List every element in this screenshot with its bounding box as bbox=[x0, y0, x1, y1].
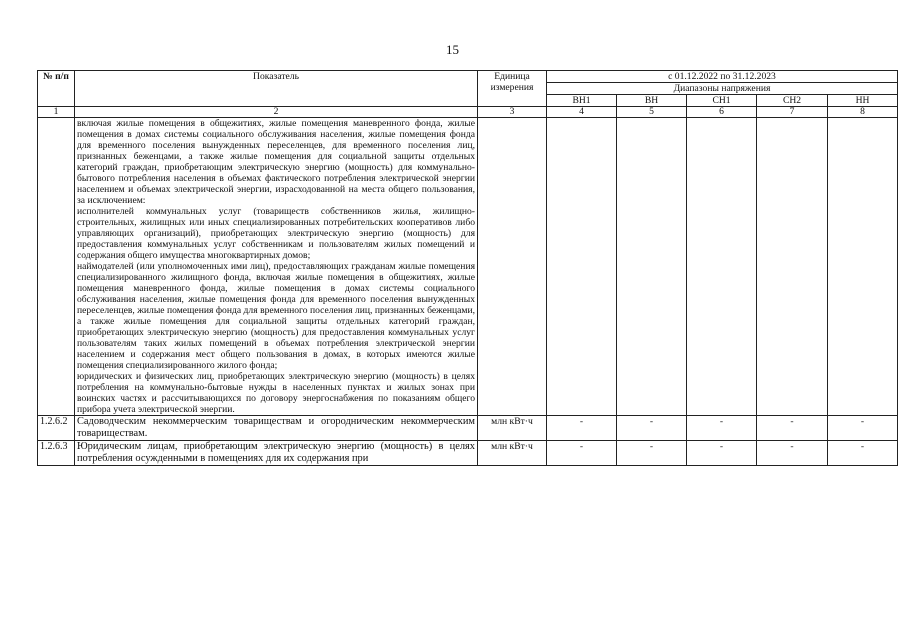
header-range-vn: ВН bbox=[617, 95, 687, 107]
unit-empty bbox=[478, 118, 547, 416]
header-indicator: Показатель bbox=[75, 71, 478, 107]
row-value: - bbox=[757, 441, 828, 466]
row-num: 1.2.6.2 bbox=[38, 416, 75, 441]
col-number: 5 bbox=[617, 107, 687, 118]
value-empty bbox=[547, 118, 617, 416]
paragraph: включая жилые помещения в общежитиях, жилые помещения маневренного фонда, жилые помещения в домах системы социального обслуживания населения, жилые помещения фонда для временного поселения вынужденных переселенцев, для временного поселения лиц, признанных беженцами, а также жилые помещения для социальной защиты отдельных категорий граждан, приобретающим электрическую энергию (мощность) для коммунально-бытового потребления населения в объемах фактического потребления электрической энергии населением и объемах электрической энергии, израсходованной на места общего пользования, за исключением: bbox=[77, 118, 475, 206]
col-number: 3 bbox=[478, 107, 547, 118]
row-text: Юридическим лицам, приобретающим электрическую энергию (мощность) в целях потребления осужденными в помещениях для их содержания при bbox=[75, 441, 478, 466]
header-unit: Единица измерения bbox=[478, 71, 547, 107]
header-num: № п/п bbox=[38, 71, 75, 107]
row-value: - bbox=[547, 441, 617, 466]
row-value: - bbox=[828, 441, 898, 466]
row-value: - bbox=[617, 441, 687, 466]
col-number: 8 bbox=[828, 107, 898, 118]
header-ranges: Диапазоны напряжения bbox=[547, 83, 898, 95]
row-unit: млн кВт·ч bbox=[478, 416, 547, 441]
header-range-vn1: ВН1 bbox=[547, 95, 617, 107]
col-number: 6 bbox=[687, 107, 757, 118]
row-value: - bbox=[617, 416, 687, 441]
col-number: 4 bbox=[547, 107, 617, 118]
row-unit: млн кВт·ч bbox=[478, 441, 547, 466]
table-row bbox=[38, 441, 898, 466]
paragraph: юридических и физических лиц, приобретающих электрическую энергию (мощность) в целях потребления на коммунально-бытовые нужды в населенных пунктах и жилых зонах при воинских частях и рассчитывающихся по договору энергоснабжения по показаниям общего прибора учета электрической энергии. bbox=[77, 371, 475, 415]
value-empty bbox=[828, 118, 898, 416]
paragraph: наймодателей (или уполномоченных ими лиц), предоставляющих гражданам жилые помещения специализированного жилищного фонда, включая жилые помещения в общежитиях, жилые помещения маневренного фонда, жилые помещения в домах системы социального обслуживания населения, жилые помещения фонда для временного поселения вынужденных переселенцев, жилые помещения фонда для временного поселения лиц, признанных беженцами, а также жилые помещения для социальной защиты отдельных категорий граждан, приобретающих электрическую энергию (мощность) для предоставления коммунальных услуг пользователям таких жилых помещений в объемах потребления электрической энергии населением и содержания мест общего пользования в домах, в которых имеются жилые помещения специализированного жилого фонда; bbox=[77, 261, 475, 371]
row-text: Садоводческим некоммерческим товариществам и огородническим некоммерческим товариществам. bbox=[75, 416, 478, 441]
header-range-sn2: СН2 bbox=[757, 95, 828, 107]
header-range-nn: НН bbox=[828, 95, 898, 107]
table-row bbox=[38, 416, 898, 441]
continuation-text bbox=[75, 118, 478, 416]
page-number: 15 bbox=[446, 42, 459, 57]
col-number: 7 bbox=[757, 107, 828, 118]
row-value: - bbox=[757, 416, 828, 441]
row-value: - bbox=[828, 416, 898, 441]
row-value: - bbox=[547, 416, 617, 441]
col-number: 2 bbox=[75, 107, 478, 118]
value-empty bbox=[617, 118, 687, 416]
value-empty bbox=[757, 118, 828, 416]
header-period: с 01.12.2022 по 31.12.2023 bbox=[547, 71, 898, 83]
header-range-sn1: СН1 bbox=[687, 95, 757, 107]
row-num: 1.2.6.3 bbox=[38, 441, 75, 466]
row-value: - bbox=[687, 441, 757, 466]
row-num-empty bbox=[38, 118, 75, 416]
row-value: - bbox=[687, 416, 757, 441]
col-number: 1 bbox=[38, 107, 75, 118]
table-row bbox=[38, 118, 898, 416]
paragraph: исполнителей коммунальных услуг (товариществ собственников жилья, жилищно-строительных, жилищных или иных специализированных потребительских кооперативов либо управляющих организаций), приобретающих электрическую энергию (мощность) для предоставления коммунальных услуг собственникам и пользователям жилых помещений и содержания общего имущества многоквартирных домов; bbox=[77, 206, 475, 261]
value-empty bbox=[687, 118, 757, 416]
tariff-table bbox=[37, 70, 898, 466]
